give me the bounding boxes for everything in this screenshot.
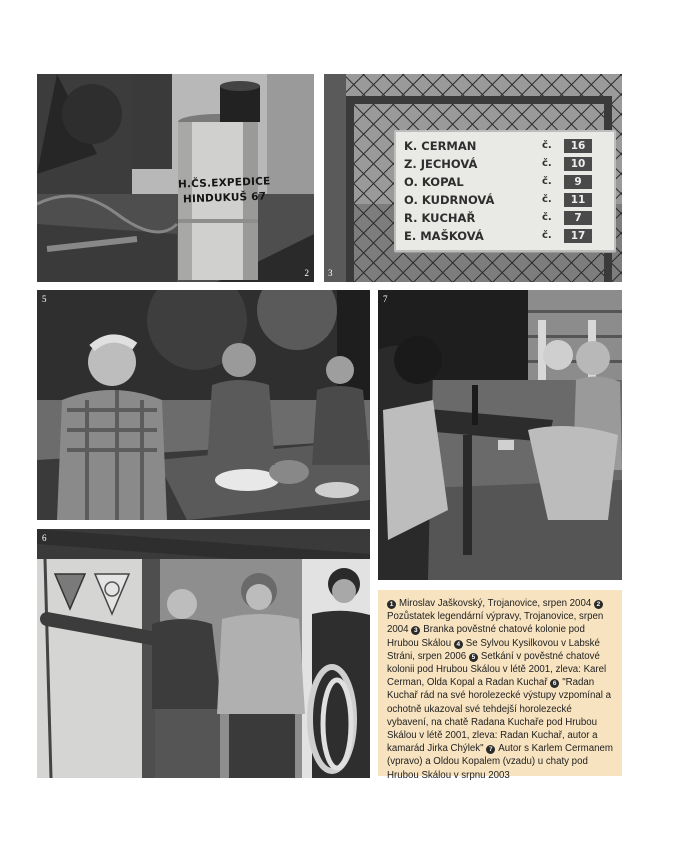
photo-number: 2	[304, 268, 309, 278]
caption-marker-7: 7	[486, 745, 495, 754]
entry-number: 17	[564, 229, 592, 243]
photo-number: 5	[42, 294, 47, 304]
entry-prefix: č.	[542, 140, 552, 151]
caption-text	[378, 590, 622, 782]
caption-marker-2: 2	[594, 600, 603, 609]
can-inscription-line2: HINDUKUŠ 67	[182, 190, 267, 206]
photo-gate-sign	[324, 74, 622, 282]
entry-name: R. KUCHAŘ	[404, 211, 476, 225]
caption-item: "Radan Kuchař rád na své horolezecké výstupy vzpomínal a ochotně ukazoval své tehdejší horolezecké vybavení, na chatě Radana Kuchaře pod Hrubou Skálou v létě 2001, zleva: Radan Kuchař, autor a kamarád Jirka Chýlek"	[387, 677, 612, 755]
can-inscription-line1: H.ČS.EXPEDICE	[177, 175, 271, 191]
caption-marker-1: 1	[387, 600, 396, 609]
caption-marker-5: 5	[469, 653, 478, 662]
entry-number: 10	[564, 157, 592, 171]
caption-marker-6: 6	[550, 679, 559, 688]
photo-meeting-at-table	[37, 290, 370, 520]
entry-prefix: č.	[542, 230, 552, 241]
entry-prefix: č.	[542, 158, 552, 169]
entry-number: 11	[564, 193, 592, 207]
caption-item: Autor s Karlem Cermanem (vpravo) a Oldou Kopalem (vzadu) u chaty pod Hrubou Skálou v srpnu 2003	[387, 743, 613, 781]
caption-item: Pozůstatek legendární výpravy, Trojanovice, srpen 2004	[387, 611, 604, 636]
name-plate-entry	[404, 139, 609, 154]
entry-prefix: č.	[542, 176, 552, 187]
name-plate-entry	[404, 157, 609, 172]
name-plate-entry	[404, 211, 609, 226]
photo-expedition-can	[37, 74, 314, 282]
caption-marker-3: 3	[411, 626, 420, 635]
name-plate-entry	[404, 193, 609, 208]
photo-author-with-friends	[378, 290, 622, 580]
name-plate-entry	[404, 229, 609, 244]
caption-item: Se Sylvou Kysilkovou v Labské Stráni, srpen 2006	[387, 637, 600, 662]
name-plate-entry	[404, 175, 609, 190]
photo-number: 3	[328, 268, 333, 278]
caption-item: Miroslav Jaškovský, Trojanovice, srpen 2004	[399, 598, 592, 609]
name-plate	[394, 130, 616, 252]
entry-number: 7	[564, 211, 592, 225]
caption-item: Setkání v pověstné chatové kolonii pod Hrubou Skálou v létě 2001, zleva: Karel Cerman, Olda Kopal a Radan Kuchař	[387, 650, 607, 689]
entry-name: Z. JECHOVÁ	[404, 157, 478, 171]
entry-number: 16	[564, 139, 592, 153]
photo-climbing-gear-cabin	[37, 529, 370, 778]
entry-number: 9	[564, 175, 592, 189]
caption-box	[378, 590, 622, 781]
entry-name: O. KOPAL	[404, 175, 464, 189]
entry-name: O. KUDRNOVÁ	[404, 193, 495, 207]
photo-number: 6	[42, 533, 47, 543]
entry-name: E. MAŠKOVÁ	[404, 229, 484, 243]
photo-number: 7	[383, 294, 388, 304]
caption-marker-4: 4	[454, 640, 463, 649]
entry-name: K. CERMAN	[404, 139, 477, 153]
caption-item: Branka pověstné chatové kolonie pod Hrubou Skálou	[387, 624, 585, 649]
entry-prefix: č.	[542, 212, 552, 223]
entry-prefix: č.	[542, 194, 552, 205]
